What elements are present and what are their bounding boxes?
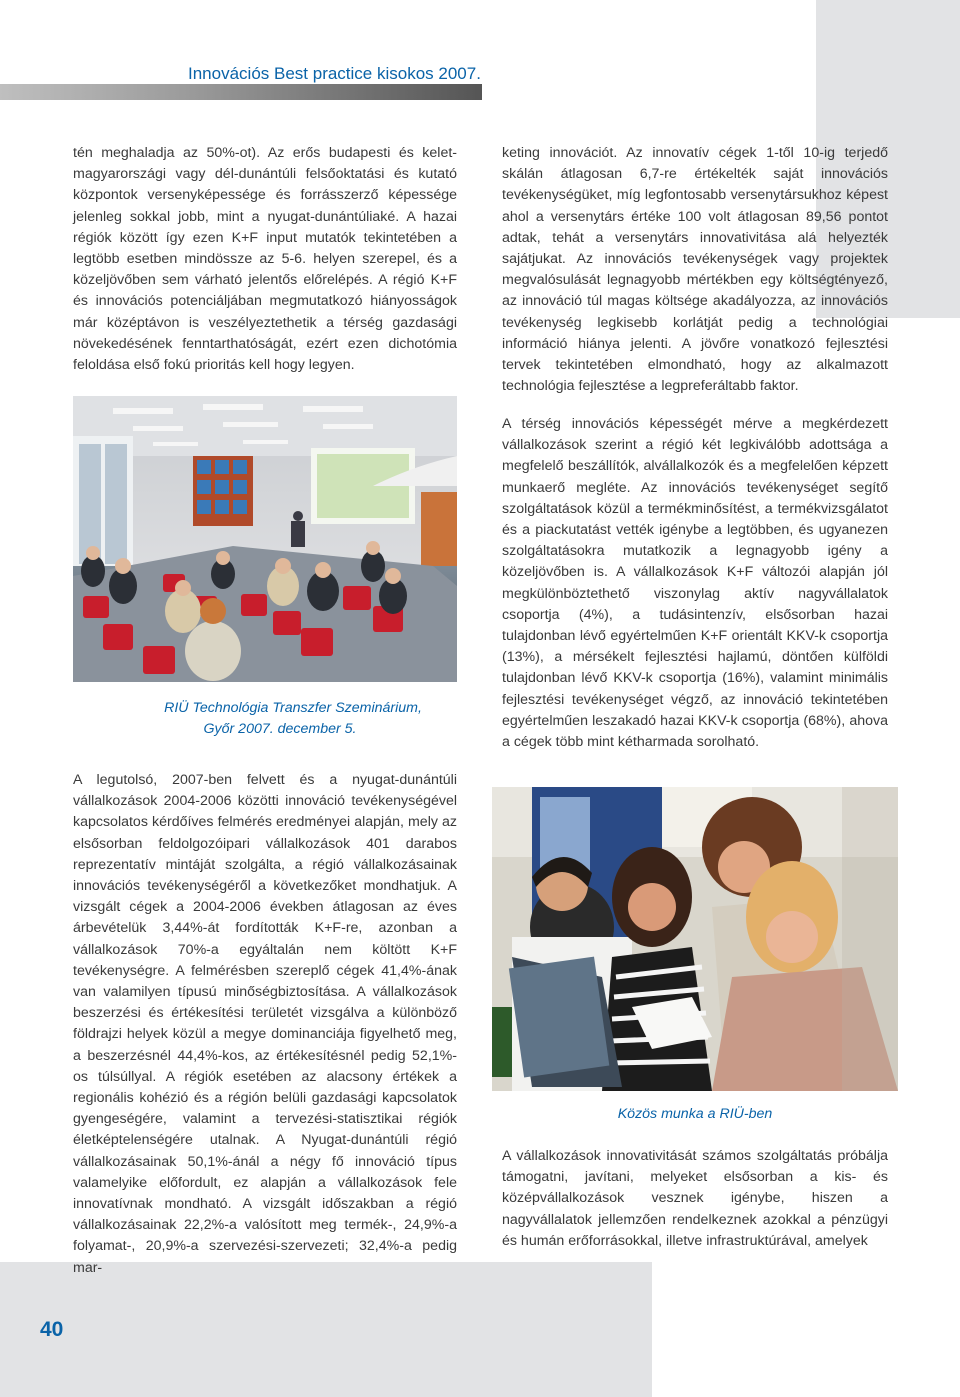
- paragraph: A térség innovációs képességét mérve a megkérdezett vállalkozások szerint a régió két legkiválóbb adottsága a megfelelő beszállítók, alvállalkozók és a megfelelően képzett munkaerő megléte. Az innovációs tevékenységet segítő szolgáltatások közül a termékminősítést, a termékvizsgálatot és a piackutatást vették igénybe a legtöbben, és ugyanezen szolgáltatásokra mutatkozik a legnagyobb igény a közeljövőben is. A vállalkozások K+F változói alapján jól megkülönböztethető viszonylag aktív nagyvállalatok csoportja (4%), a tudásintenzív, elsősorban hazai tulajdonban lévő egyértelműen K+F orientált KKV-k csoportja (13%), a mérsékelt fejlesztési hajlamú, döntően külföldi tulajdonban lévő KKV-k csoportja (16%), valamint minimális fejlesztési tevékenységet végző, az innováció tekintetében egyértelműen leszakadó hazai KKV-k csoportja (68%), ahova a cégek több mint kétharmada sorolható.: [502, 416, 888, 751]
- teamwork-photo-caption: Közös munka a RIÜ-ben: [617, 1106, 773, 1122]
- seminar-photo: [73, 396, 457, 682]
- page-number: 40: [40, 1318, 64, 1341]
- seminar-photo-caption: [73, 698, 513, 740]
- running-header-title: Innovációs Best practice kisokos 2007.: [188, 64, 481, 83]
- paragraph: keting innovációt. Az innovatív cégek 1-től 10-ig terjedő skálán átlagosan 6,7-re értékelték saját innovációs tevékenységüket, míg legfontosabb versenytársukhoz képest ahol a versenytárs értéke 100 volt átlagosan 89,56 pontot adtak, tehát a versenytárs innovativitása alá helyezték sajátjukat. Az innovációs tevékenységek vagy projektek megvalósulását legnagyobb mértékben egy költségtényező, az innováció túl magas költsége akadályozza, az innovációs tevékenység legkisebb korlátját pedig a technológiai információ hiánya jelenti. A jövőre vonatkozó fejlesztési tervek tekintetében elmondható, hogy az alkalmazott technológia fejlesztése a legpreferáltabb faktor.: [502, 145, 888, 395]
- paragraph: A legutolsó, 2007-ben felvett és a nyugat-dunántúli vállalkozások 2004-2006 közötti innováció tevékenységével kapcsolatos kérdőíves felmérés eredményei alapján, mely az elsősorban feldolgozóipari vállalkozások 401 darabos reprezentatív mintáját szolgálta, a régió vállalkozásainak innovációs tevékenységéről a következőket mondhatjuk. A vizsgált cégek a 2004-2006 években átlagosan az éves árbevételük 3,44%-át fordították K+F-re, azonban a vállalkozások 70%-a egyáltalán nem költött K+F tevékenységre. A felmérésben szereplő cégek 41,4%-ának van valamilyen típusú minőségbiztosítása. A vállalkozások beszerzési és értékesítési területét vizsgálva a különböző földrajzi helyek közül a megye dominanciája figyelhető meg, a beszerzésnél 44,4%-kos, az értékesítésnél pedig 52,1%-os túlsúllyal. A régiók esetében az alacsony értékek a regionális kohézió és a régión belüli gazdasági kapcsolatok gyengeségére, valamint a tervezési-statisztikai régiók életképtelenségére utalnak. A Nyugat-dunántúli régió vállalkozásainak 50,1%-ánál a négy fő innováció típus valamelyike előfordult, ez alapján a vállalkozások fele innovatívnak mondható. A vizsgált időszakban a régió vállalkozásainak 22,2%-a valósított meg termék-, 24,9%-a folyamat-, 20,9%-a szervezési-szervezeti; 32,4%-a pedig mar-: [73, 772, 457, 1276]
- left-column-paragraph-1: [73, 143, 457, 376]
- left-column-paragraph-2: [73, 770, 457, 1279]
- right-column-paragraph-3: [502, 1146, 888, 1252]
- caption-line-2: Győr 2007. december 5.: [203, 721, 357, 737]
- header-gradient-bar: [0, 84, 482, 100]
- paragraph: A vállalkozások innovativitását számos szolgáltatás próbálja támogatni, javítani, melyeket elsősorban a kis- és középvállalkozások vesznek igénybe, hiszen a nagyvállalatok jellemzően rendelkeznek azokkal a pénzügyi és humán erőforrásokkal, illetve infrastruktúrával, amelyek: [502, 1148, 888, 1249]
- caption-line-1: RIÜ Technológia Transzfer Szeminárium,: [164, 700, 422, 716]
- right-column-paragraph-1: [502, 143, 888, 397]
- teamwork-photo: [492, 787, 898, 1091]
- right-column-paragraph-2: [502, 414, 888, 753]
- decorative-grey-panel-bottom: [0, 1262, 652, 1397]
- paragraph: tén meghaladja az 50%-ot). Az erős budapesti és kelet-magyarországi vagy dél-dunántúli felsőoktatási és kutató központok versenyképessége és forrásszerző képessége jelenleg sokkal jobb, mint a nyugat-dunántúliaké. A hazai régiók között így ezen K+F input mutatók tekintetében a legtöbb esetben mindössze az 5-6. helyen szerepel, és a közeljövőben sem várható jelentős előrelépés. A régió K+F és innovációs potenciáljában megmutatkozó hiányosságok már középtávon is veszélyeztethetik a térség gazdasági növekedésének fenntarthatóságát, ezért ezen dichotómia feloldása első fokú prioritás kell hogy legyen.: [73, 145, 457, 374]
